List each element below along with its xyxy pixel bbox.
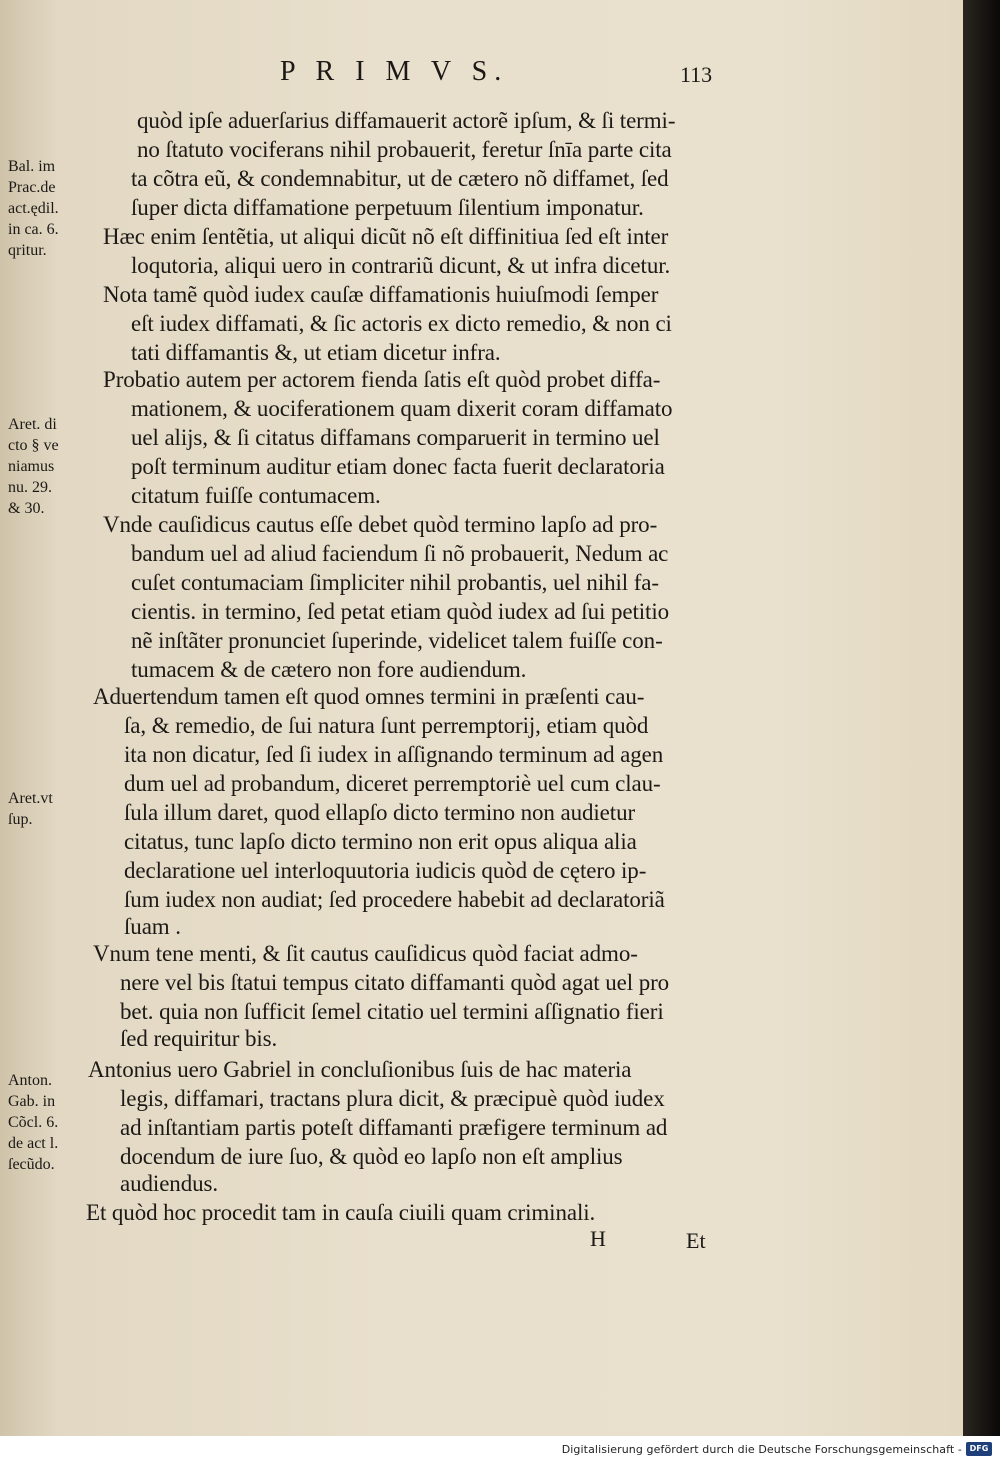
text-line: Vnum tene menti, & ſit cautus cauſidicus quòd faciat admo- — [93, 941, 638, 966]
text-line: tati diffamantis &, ut etiam dicetur infra. — [131, 340, 501, 365]
text-line: no ſtatuto vociferans nihil probauerit, feretur ſnīa parte cita — [137, 137, 672, 162]
marginal-note-line: Aret. di — [8, 416, 57, 433]
text-line: declaratione uel interloquutoria iudicis quòd de cętero ip- — [124, 858, 647, 883]
marginal-note-line: in ca. 6. — [8, 221, 59, 238]
text-line: ad inſtantiam partis poteſt diffamanti præfigere terminum ad — [120, 1115, 668, 1140]
text-line: nere vel bis ſtatui tempus citato diffamanti quòd agat uel pro — [120, 970, 670, 995]
marginal-note-line: de act l. — [8, 1135, 59, 1152]
text-line: Vnde cauſidicus cautus eſſe debet quòd termino lapſo ad pro- — [103, 512, 658, 537]
text-line: Probatio autem per actorem fienda ſatis eſt quòd probet diffa- — [103, 367, 661, 392]
text-line: citatum fuiſſe contumacem. — [131, 483, 381, 508]
text-line: audiendus. — [120, 1171, 219, 1196]
text-line: ſula illum daret, quod ellapſo dicto termino non audietur — [124, 800, 636, 825]
marginal-note-line: nu. 29. — [8, 479, 52, 496]
marginal-note-line: Prac.de — [8, 179, 56, 196]
text-line: bet. quia non ſufficit ſemel citatio uel termini aſſignatio fieri — [120, 999, 664, 1024]
dfg-logo-icon: DFG — [966, 1442, 992, 1456]
running-title: P R I M V S. — [280, 56, 509, 87]
text-line: docendum de iure ſuo, & quòd eo lapſo non eſt amplius — [120, 1144, 623, 1169]
marginal-note — [8, 788, 53, 830]
text-line: quòd ipſe aduerſarius diffamauerit actorẽ ipſum, & ſi termi- — [137, 108, 676, 133]
text-line: Antonius uero Gabriel in concluſionibus ſuis de hac materia — [88, 1057, 632, 1082]
marginal-note-line: Cõcl. 6. — [8, 1114, 59, 1131]
text-line: dum uel ad probandum, diceret perremptoriè uel cum clau- — [124, 771, 661, 796]
marginal-note-line: act.ędil. — [8, 200, 59, 217]
marginal-note-line: Anton. — [8, 1072, 52, 1089]
text-line: ſed requiritur bis. — [120, 1026, 278, 1051]
text-line: mationem, & uociferationem quam dixerit coram diffamato — [131, 396, 673, 421]
marginal-note-line: niamus — [8, 458, 55, 475]
text-line: bandum uel ad aliud faciendum ſi nõ probauerit, Nedum ac — [131, 541, 669, 566]
marginal-note — [8, 1070, 58, 1175]
footer-bar — [0, 1436, 1000, 1464]
marginal-note-line: & 30. — [8, 500, 45, 517]
marginal-note-line: cto § ve — [8, 437, 59, 454]
text-line: ſuper dicta diffamatione perpetuum ſilentium imponatur. — [131, 195, 644, 220]
text-line: uel alijs, & ſi citatus diffamans comparuerit in termino uel — [131, 425, 660, 450]
text-line: ſum iudex non audiat; ſed procedere habebit ad declaratoriã — [124, 887, 665, 912]
text-line: citatus, tunc lapſo dicto termino non erit opus aliqua alia — [124, 829, 637, 854]
text-line: Aduertendum tamen eſt quod omnes termini in præſenti cau- — [93, 684, 645, 709]
text-line: nẽ inſtãter pronunciet ſuperinde, videlicet talem fuiſſe con- — [131, 628, 663, 653]
marginal-note-line: Bal. im — [8, 158, 56, 175]
text-line: eſt iudex diffamati, & ſic actoris ex dicto remedio, & non ci — [131, 311, 672, 336]
text-line: ſuam . — [124, 914, 181, 939]
text-line: cuſet contumaciam ſimpliciter nihil probantis, uel nihil fa- — [131, 570, 659, 595]
marginal-note-line: qritur. — [8, 242, 47, 259]
funding-notice: Digitalisierung gefördert durch die Deutsche Forschungsgemeinschaft - — [561, 1443, 962, 1456]
text-line: cientis. in termino, ſed petat etiam quòd iudex ad ſui petitio — [131, 599, 670, 624]
signature-mark: H — [590, 1226, 606, 1251]
text-line: loqutoria, aliqui uero in contrariũ dicunt, & ut infra dicetur. — [131, 253, 671, 278]
marginal-note-line: ſecũdo. — [8, 1156, 55, 1173]
text-line: Nota tamẽ quòd iudex cauſæ diffamationis huiuſmodi ſemper — [103, 282, 659, 307]
text-line: ſa, & remedio, de ſui natura ſunt perremptorij, etiam quòd — [124, 713, 649, 738]
marginal-note — [8, 414, 59, 519]
text-line: legis, diffamari, tractans plura dicit, & præcipuè quòd iudex — [120, 1086, 665, 1111]
text-line: ita non dicatur, ſed ſi iudex in aſſignando terminum ad agen — [124, 742, 664, 767]
marginal-note-line: ſup. — [8, 811, 33, 828]
text-line: tumacem & de cætero non fore audiendum. — [131, 657, 527, 682]
marginal-note-line: Aret.vt — [8, 790, 53, 807]
marginal-note — [8, 156, 59, 261]
text-line: Et quòd hoc procedit tam in cauſa ciuili quam criminali. — [86, 1200, 596, 1225]
marginal-note-line: Gab. in — [8, 1093, 56, 1110]
folio-number: 113 — [680, 62, 713, 87]
text-line: poſt terminum auditur etiam donec facta fuerit declaratoria — [131, 454, 665, 479]
text-line: ta cõtra eũ, & condemnabitur, ut de cætero nõ diffamet, ſed — [131, 166, 669, 191]
book-gutter-shadow — [963, 0, 1000, 1436]
text-line: Hæc enim ſentẽtia, ut aliqui dicũt nõ eſt diffinitiua ſed eſt inter — [103, 224, 669, 249]
catchword: Et — [686, 1228, 706, 1253]
